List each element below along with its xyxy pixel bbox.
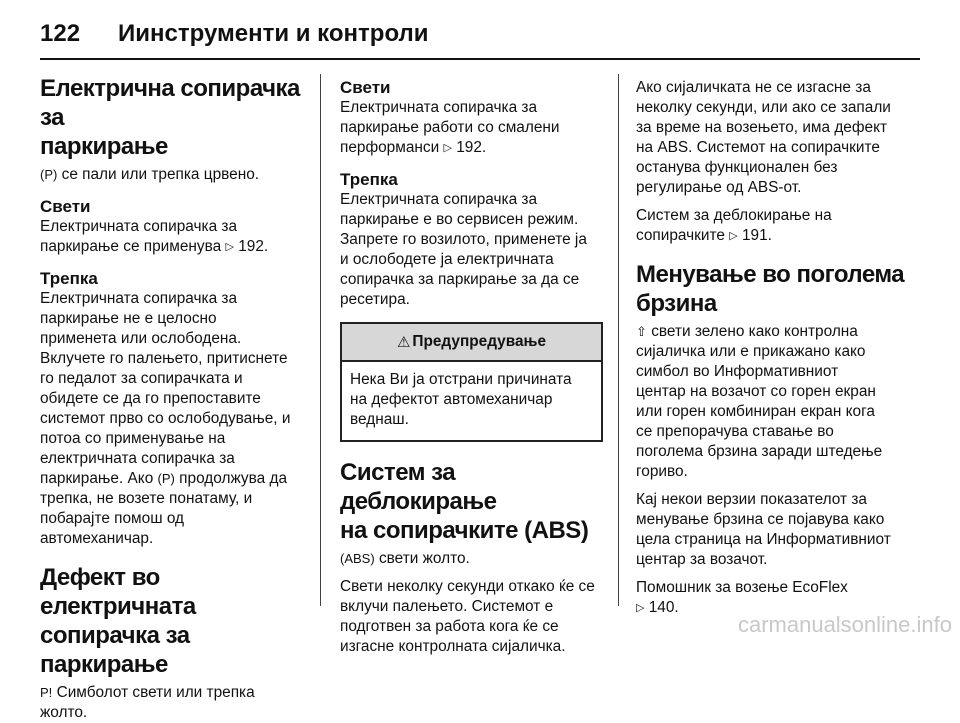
- paragraph: Електричната сопирачка за паркирање не е целосно применета или ослободена. Вклучете го палењето, притиснете го педалот за сопирачката и обидете се да го препоставите системот прво со ослободување, и потоа со применување на електричната сопирачка за паркирање. Ако (P) продолжува да трепка, не возете понатаму, и побарајте помош од автомеханичар.: [40, 290, 291, 547]
- subheading-flashing: Трепка: [40, 269, 98, 288]
- page-reference-icon: ▷: [443, 142, 452, 154]
- parking-brake-icon: (P): [157, 471, 175, 486]
- paragraph: Систем за деблокирање на сопирачките ▷ 191.: [636, 207, 832, 244]
- paragraph: P! Симболот свети или трепка жолто.: [40, 684, 255, 721]
- brake-fault-icon: P!: [40, 685, 53, 700]
- page-reference-icon: ▷: [729, 230, 738, 242]
- paragraph: Свети неколку секунди откако ќе се вклучи палењето. Системот е подготвен за работа кога ќе се изгасне контролната сијаличка.: [340, 578, 595, 655]
- warning-icon: ⚠: [396, 334, 411, 351]
- paragraph: Кај некои верзии показателот за менување брзина се појавува како цела страница на Информативниот центар за возачот.: [636, 491, 891, 568]
- subheading-lit: Свети: [40, 197, 91, 216]
- paragraph: (ABS) свети жолто.: [340, 550, 470, 567]
- warning-header: ⚠ Предупредување: [342, 324, 601, 362]
- column-middle: [340, 74, 606, 657]
- paragraph: Електричната сопирачка за паркирање работи со смалени перформанси ▷ 192.: [340, 99, 560, 156]
- paragraph: (P) се пали или трепка црвено.: [40, 166, 260, 183]
- paragraph: Електричната сопирачка за паркирање се применува ▷ 192.: [40, 218, 269, 255]
- section-heading-abs: Систем за деблокирање на сопирачките (ABS): [340, 459, 589, 544]
- page-number: 122: [40, 20, 81, 47]
- paragraph: Помошник за возење EcoFlex ▷ 140.: [636, 579, 848, 616]
- section-heading-parking-brake: Електрична сопирачка за паркирање: [40, 75, 300, 160]
- page-reference-icon: ▷: [225, 241, 234, 253]
- page-header: [40, 14, 920, 54]
- paragraph: ⇧ свети зелено како контролна сијаличка или е прикажано како симбол во Информативниот центар на возачот со горен екран или горен комбиниран екран кога се препорачува ставање во поголема брзина заради штедење гориво.: [636, 323, 883, 480]
- column-divider: [320, 74, 321, 606]
- warning-box: [340, 322, 603, 442]
- watermark: carmanualsonline.info: [737, 612, 952, 637]
- paragraph: Електричната сопирачка за паркирање е во сервисен режим. Запрете го возилото, применете ја и ослободете ја електричната сопирачка за паркирање за да се ресетира.: [340, 191, 587, 308]
- page-reference-icon: ▷: [636, 602, 645, 614]
- paragraph: Ако сијаличката не се изгасне за неколку секунди, или ако се запали за време на возењето, има дефект на ABS. Системот на сопирачките останува функционален без регулирање од ABS-от.: [636, 79, 891, 196]
- upshift-icon: ⇧: [636, 324, 647, 339]
- parking-brake-icon: (P): [40, 167, 58, 182]
- header-rule: [40, 58, 920, 60]
- warning-text: Нека Ви ја отстрани причината на дефектот автомеханичар веднаш.: [350, 371, 572, 428]
- subheading-lit: Свети: [340, 78, 391, 97]
- section-heading-fault: Дефект во електричната сопирачка за паркирање: [40, 564, 196, 678]
- chapter-title: Иинструменти и контроли: [118, 20, 429, 47]
- column-left: [40, 74, 310, 723]
- column-right: [636, 74, 926, 618]
- abs-icon: (ABS): [340, 551, 375, 566]
- column-divider: [618, 74, 619, 606]
- subheading-flashing: Трепка: [340, 170, 398, 189]
- section-heading-upshift: Менување во поголема брзина: [636, 261, 905, 317]
